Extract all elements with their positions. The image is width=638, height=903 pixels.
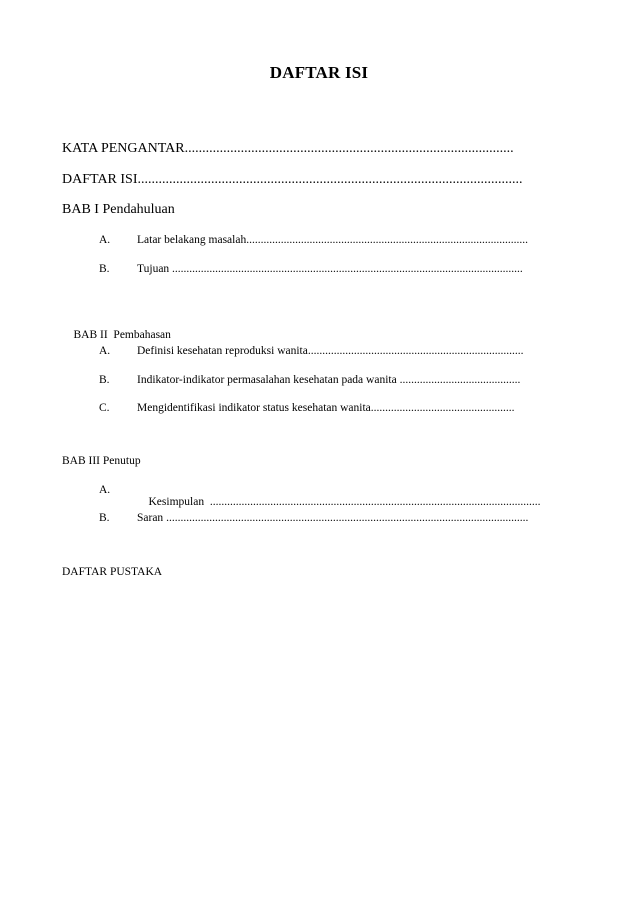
toc-entry-kata-pengantar (62, 141, 572, 157)
page-title: DAFTAR ISI (269, 63, 369, 82)
sub-entry-letter: B. (99, 374, 110, 386)
sub-entry-label: Latar belakang masalah (137, 234, 247, 246)
toc-entry-daftar-pustaka (62, 566, 162, 578)
sub-entry-letter: A. (99, 234, 111, 246)
leader-dots: .............................................................................................................................. (166, 512, 529, 524)
sub-entry-letter: A. (99, 345, 111, 357)
toc-entry-label: DAFTAR ISI (62, 172, 138, 187)
toc-entry-bab-1 (62, 202, 175, 218)
toc-sub-entry-tujuan (137, 263, 574, 275)
toc-sub-entry-indikator (137, 374, 570, 386)
toc-sub-entry-saran (137, 512, 574, 524)
sub-entry-letter: B. (99, 512, 110, 524)
leader-dots: .......................................... (399, 374, 521, 386)
toc-entry-label: BAB I Pendahuluan (62, 202, 175, 217)
leader-dots: .................................................. (370, 402, 515, 414)
toc-sub-entry-definisi (137, 345, 564, 357)
leader-dots: .......................................................................................................................... (172, 263, 523, 275)
toc-sub-entry-mengidentifikasi (137, 402, 566, 414)
sub-entry-letter: C. (99, 402, 110, 414)
toc-sub-entry-latar-belakang (137, 234, 574, 246)
sub-entry-label: Saran (137, 512, 167, 524)
toc-entry-bab-3 (62, 455, 141, 467)
sub-entry-label: Kesimpulan (148, 496, 210, 508)
toc-entry-label: DAFTAR PUSTAKA (62, 566, 163, 578)
toc-entry-label: BAB II Pembahasan (73, 329, 171, 341)
leader-dots: ................................................................................................................... (209, 496, 541, 508)
leader-dots: .............................................................................................. (184, 141, 514, 156)
leader-dots: .................................................................................................. (246, 234, 528, 246)
toc-entry-daftar-isi (62, 172, 566, 188)
toc-entry-label: BAB III Penutup (62, 455, 141, 467)
sub-entry-letter: A. (99, 484, 111, 496)
toc-entry-label: KATA PENGANTAR (62, 141, 185, 156)
sub-entry-label: Indikator-indikator permasalahan kesehatan pada wanita (137, 374, 400, 386)
sub-entry-label: Tujuan (137, 263, 173, 275)
sub-entry-label: Definisi kesehatan reproduksi wanita (137, 345, 308, 357)
sub-entry-letter: B. (99, 263, 110, 275)
sub-entry-label: Mengidentifikasi indikator status kesehatan wanita (137, 402, 371, 414)
leader-dots: .............................................................................................................. (137, 172, 523, 187)
leader-dots: ........................................................................... (307, 345, 524, 357)
